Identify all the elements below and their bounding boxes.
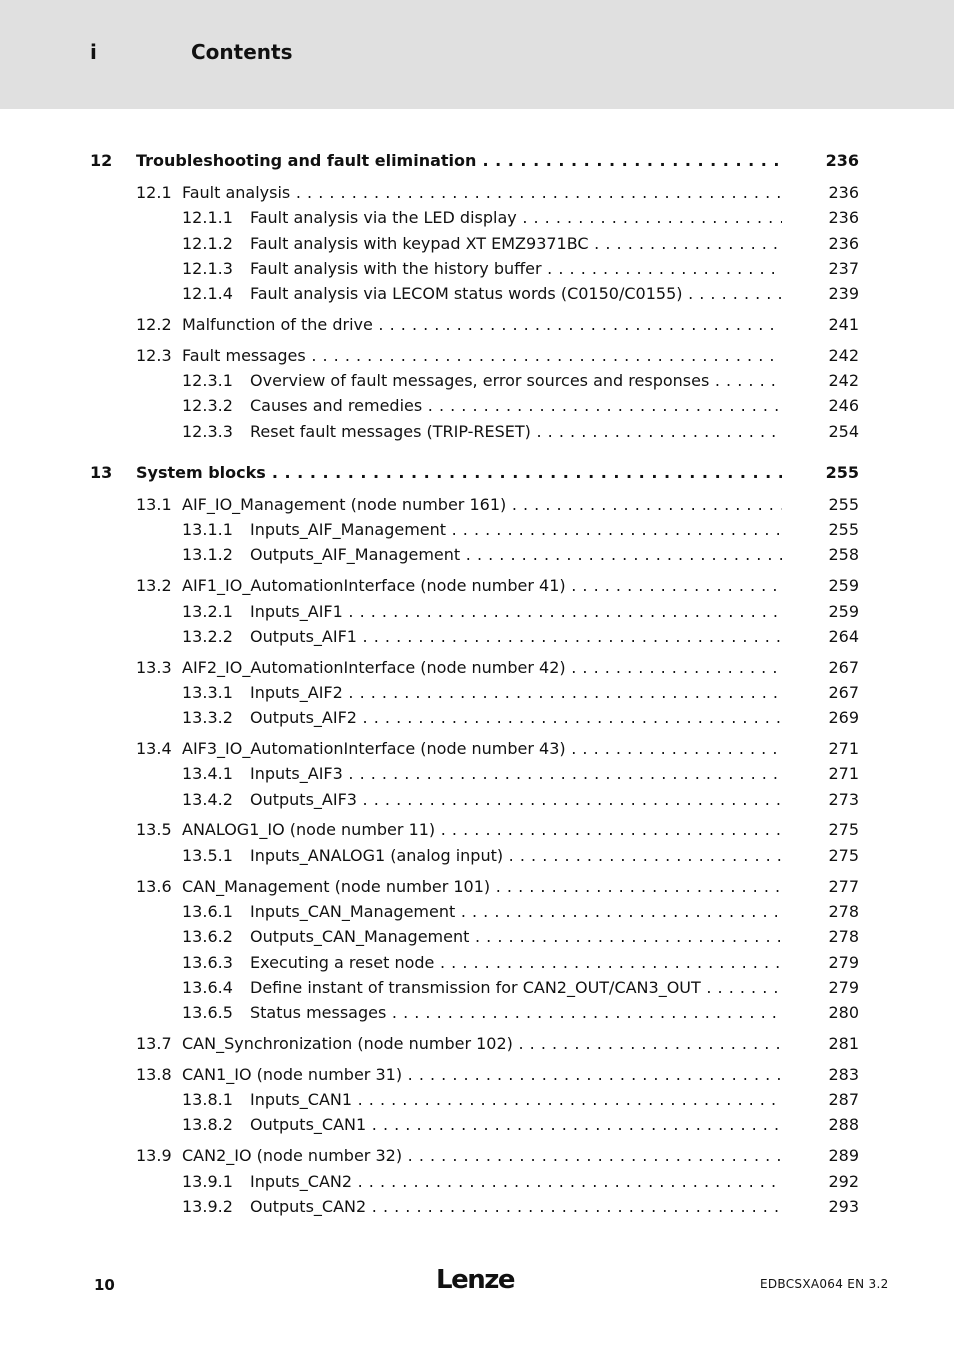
toc-entry-number: 13.6.3 bbox=[182, 953, 233, 972]
toc-entry-title[interactable]: Inputs_CAN1 . . . bbox=[250, 1088, 782, 1112]
toc-entry-number: 13.1.2 bbox=[182, 545, 233, 564]
toc-entry-title[interactable]: Outputs_AIF3 . . . bbox=[250, 788, 782, 812]
toc-entry[interactable] bbox=[0, 1063, 954, 1087]
toc-entry-page[interactable]: 271 bbox=[828, 764, 859, 783]
page-number: 10 bbox=[94, 1276, 115, 1294]
toc-entry[interactable] bbox=[0, 1170, 954, 1194]
toc-entry-page[interactable]: 255 bbox=[828, 495, 859, 514]
toc-entry-number: 13.4 bbox=[136, 739, 172, 758]
toc-entry[interactable] bbox=[0, 313, 954, 337]
toc-entry[interactable] bbox=[0, 1144, 954, 1168]
toc-entry-number: 13.1 bbox=[136, 495, 172, 514]
toc-entry-page[interactable]: 275 bbox=[828, 820, 859, 839]
toc-entry-page[interactable]: 254 bbox=[828, 422, 859, 441]
toc-entry-page[interactable]: 242 bbox=[828, 371, 859, 390]
toc-entry-title[interactable]: Define instant of transmission for CAN2_OUT/CAN3_OUT . . . bbox=[250, 976, 782, 1000]
toc-entry-title[interactable]: Fault analysis with keypad XT EMZ9371BC . . . bbox=[250, 232, 782, 256]
toc-entry[interactable] bbox=[0, 1001, 954, 1025]
toc-entry[interactable] bbox=[0, 844, 954, 868]
toc-entry[interactable] bbox=[0, 762, 954, 786]
toc-entry[interactable] bbox=[0, 257, 954, 281]
toc-entry-number: 13.2.1 bbox=[182, 602, 233, 621]
toc-entry-page[interactable]: 271 bbox=[828, 739, 859, 758]
toc-entry-page[interactable]: 278 bbox=[828, 927, 859, 946]
logo-text: Lenze bbox=[436, 1265, 514, 1295]
toc-entry-number: 13.3.2 bbox=[182, 708, 233, 727]
toc-entry-title[interactable]: Inputs_AIF1 . . . bbox=[250, 600, 782, 624]
toc-entry-page[interactable]: 236 bbox=[828, 234, 859, 253]
toc-entry-title[interactable]: AIF3_IO_AutomationInterface (node number 43) . . . bbox=[182, 737, 782, 761]
toc-entry-title[interactable]: Outputs_CAN_Management . . . bbox=[250, 925, 782, 949]
toc-entry[interactable] bbox=[0, 625, 954, 649]
toc-entry-number: 13.5 bbox=[136, 820, 172, 839]
toc-entry-title[interactable]: Outputs_CAN2 . . . bbox=[250, 1195, 782, 1219]
toc-entry-number: 13.8.2 bbox=[182, 1115, 233, 1134]
toc-entry-page[interactable]: 239 bbox=[828, 284, 859, 303]
toc-entry-title[interactable]: Inputs_CAN2 . . . bbox=[250, 1170, 782, 1194]
toc-entry-page[interactable]: 246 bbox=[828, 396, 859, 415]
toc-entry-title[interactable]: CAN1_IO (node number 31) . . . bbox=[182, 1063, 782, 1087]
toc-entry-title[interactable]: Inputs_CAN_Management . . . bbox=[250, 900, 782, 924]
toc-entry[interactable] bbox=[0, 1195, 954, 1219]
document-id: EDBCSXA064 EN 3.2 bbox=[760, 1277, 889, 1291]
toc-entry-page[interactable]: 236 bbox=[825, 151, 859, 170]
toc-entry[interactable] bbox=[0, 600, 954, 624]
toc-entry[interactable] bbox=[0, 1088, 954, 1112]
toc-entry-number: 12.1 bbox=[136, 183, 172, 202]
toc-entry-number: 13.6.1 bbox=[182, 902, 233, 921]
toc-entry-page[interactable]: 283 bbox=[828, 1065, 859, 1084]
toc-entry-number: 13 bbox=[90, 463, 113, 482]
toc-entry-page[interactable]: 267 bbox=[828, 683, 859, 702]
toc-entry[interactable] bbox=[0, 493, 954, 517]
lenze-logo bbox=[436, 1262, 516, 1296]
toc-entry-page[interactable]: 255 bbox=[825, 463, 859, 482]
toc-entry-number: 13.9.2 bbox=[182, 1197, 233, 1216]
toc-entry-page[interactable]: 279 bbox=[828, 953, 859, 972]
toc-entry[interactable] bbox=[0, 976, 954, 1000]
toc-entry[interactable] bbox=[0, 1032, 954, 1056]
toc-entry-number: 13.6.2 bbox=[182, 927, 233, 946]
toc-entry-number: 12.1.2 bbox=[182, 234, 233, 253]
toc-entry-title[interactable]: CAN_Management (node number 101) . . . bbox=[182, 875, 782, 899]
toc-entry-page[interactable]: 255 bbox=[828, 520, 859, 539]
toc-entry[interactable] bbox=[0, 818, 954, 842]
toc-entry[interactable] bbox=[0, 543, 954, 567]
toc-entry[interactable] bbox=[0, 656, 954, 680]
toc-entry-page[interactable]: 292 bbox=[828, 1172, 859, 1191]
toc-entry-title[interactable]: Outputs_AIF2 . . . bbox=[250, 706, 782, 730]
toc-entry-number: 13.9.1 bbox=[182, 1172, 233, 1191]
toc-entry-title[interactable]: Fault analysis with the history buffer . . . bbox=[250, 257, 782, 281]
toc-entry[interactable] bbox=[0, 344, 954, 368]
toc-entry-number: 13.7 bbox=[136, 1034, 172, 1053]
toc-entry[interactable] bbox=[0, 394, 954, 418]
toc-entry-title[interactable]: Causes and remedies . . . bbox=[250, 394, 782, 418]
toc-entry[interactable] bbox=[0, 788, 954, 812]
toc-entry-title[interactable]: Fault analysis via LECOM status words (C0150/C0155) . . . bbox=[250, 282, 782, 306]
toc-entry-number: 13.3.1 bbox=[182, 683, 233, 702]
toc-entry-title[interactable]: Executing a reset node . . . bbox=[250, 951, 782, 975]
toc-entry-number: 13.6.5 bbox=[182, 1003, 233, 1022]
toc-entry-number: 13.9 bbox=[136, 1146, 172, 1165]
toc-entry-title[interactable]: AIF_IO_Management (node number 161) . . . bbox=[182, 493, 782, 517]
toc-entry[interactable] bbox=[0, 737, 954, 761]
toc-entry-page[interactable]: 278 bbox=[828, 902, 859, 921]
toc-entry-number: 13.2 bbox=[136, 576, 172, 595]
toc-entry-title[interactable]: CAN_Synchronization (node number 102) . . . bbox=[182, 1032, 782, 1056]
toc-entry-number: 13.8 bbox=[136, 1065, 172, 1084]
page-header bbox=[0, 0, 954, 109]
toc-entry-title[interactable]: AIF1_IO_AutomationInterface (node number 41) . . . bbox=[182, 574, 782, 598]
toc-entry-number: 13.4.2 bbox=[182, 790, 233, 809]
toc-entry[interactable] bbox=[0, 681, 954, 705]
toc-entry-page[interactable]: 279 bbox=[828, 978, 859, 997]
toc-entry-page[interactable]: 275 bbox=[828, 846, 859, 865]
toc-entry-title[interactable]: Inputs_AIF_Management . . . bbox=[250, 518, 782, 542]
toc-entry-title[interactable]: Reset fault messages (TRIP-RESET) . . . bbox=[250, 420, 782, 444]
toc-entry-title[interactable]: Inputs_AIF3 . . . bbox=[250, 762, 782, 786]
toc-entry-number: 13.2.2 bbox=[182, 627, 233, 646]
toc-entry-title[interactable]: Fault analysis . . . bbox=[182, 181, 782, 205]
toc-entry-page[interactable]: 281 bbox=[828, 1034, 859, 1053]
toc-entry-number: 13.5.1 bbox=[182, 846, 233, 865]
toc-entry[interactable] bbox=[0, 951, 954, 975]
toc-entry-number: 12.3.1 bbox=[182, 371, 233, 390]
toc-entry-page[interactable]: 236 bbox=[828, 183, 859, 202]
toc-entry-number: 12.3 bbox=[136, 346, 172, 365]
toc-entry[interactable] bbox=[0, 369, 954, 393]
toc-entry[interactable] bbox=[0, 282, 954, 306]
toc-entry-title[interactable]: Overview of fault messages, error sources and responses . . . bbox=[250, 369, 782, 393]
toc-entry[interactable] bbox=[0, 420, 954, 444]
toc-entry[interactable] bbox=[0, 574, 954, 598]
toc-entry-number: 12.3.3 bbox=[182, 422, 233, 441]
toc-entry-page[interactable]: 293 bbox=[828, 1197, 859, 1216]
toc-entry-title[interactable]: ANALOG1_IO (node number 11) . . . bbox=[182, 818, 782, 842]
toc-entry[interactable] bbox=[0, 181, 954, 205]
toc-entry-number: 13.4.1 bbox=[182, 764, 233, 783]
toc-entry-page[interactable]: 288 bbox=[828, 1115, 859, 1134]
toc-entry-title[interactable]: AIF2_IO_AutomationInterface (node number 42) . . . bbox=[182, 656, 782, 680]
toc-entry[interactable] bbox=[0, 518, 954, 542]
toc-entry-title[interactable]: Inputs_AIF2 . . . bbox=[250, 681, 782, 705]
toc-entry[interactable] bbox=[0, 706, 954, 730]
toc-entry-number: 12 bbox=[90, 151, 113, 170]
toc-entry-number: 12.1.4 bbox=[182, 284, 233, 303]
toc-entry-page[interactable]: 258 bbox=[828, 545, 859, 564]
toc-entry-page[interactable]: 280 bbox=[828, 1003, 859, 1022]
toc-entry-title[interactable]: Outputs_AIF_Management . . . bbox=[250, 543, 782, 567]
toc-entry-page[interactable]: 264 bbox=[828, 627, 859, 646]
page-title: Contents bbox=[191, 40, 293, 64]
toc-entry-page[interactable]: 259 bbox=[828, 602, 859, 621]
toc-entry-page[interactable]: 277 bbox=[828, 877, 859, 896]
toc-entry-page[interactable]: 241 bbox=[828, 315, 859, 334]
toc-entry-number: 13.3 bbox=[136, 658, 172, 677]
toc-entry[interactable] bbox=[0, 900, 954, 924]
toc-entry-title[interactable]: Troubleshooting and fault elimination . . . bbox=[136, 149, 782, 173]
toc-entry[interactable] bbox=[0, 925, 954, 949]
toc-entry[interactable] bbox=[0, 206, 954, 230]
toc-entry-title[interactable]: System blocks . . . bbox=[136, 461, 782, 485]
toc-entry-number: 13.6 bbox=[136, 877, 172, 896]
toc-entry-title[interactable]: Status messages . . . bbox=[250, 1001, 782, 1025]
toc-entry-page[interactable]: 273 bbox=[828, 790, 859, 809]
toc-entry-page[interactable]: 237 bbox=[828, 259, 859, 278]
toc-entry-page[interactable]: 287 bbox=[828, 1090, 859, 1109]
toc-entry-number: 12.1.3 bbox=[182, 259, 233, 278]
toc-entry[interactable] bbox=[0, 461, 954, 485]
toc-entry-page[interactable]: 259 bbox=[828, 576, 859, 595]
toc-entry-title[interactable]: Malfunction of the drive . . . bbox=[182, 313, 782, 337]
toc-entry-title[interactable]: Fault messages . . . bbox=[182, 344, 782, 368]
toc-entry-number: 13.1.1 bbox=[182, 520, 233, 539]
section-marker: i bbox=[90, 40, 97, 64]
toc-entry-number: 12.3.2 bbox=[182, 396, 233, 415]
toc-entry-title[interactable]: Inputs_ANALOG1 (analog input) . . . bbox=[250, 844, 782, 868]
toc-entry[interactable] bbox=[0, 149, 954, 173]
toc-entry-page[interactable]: 289 bbox=[828, 1146, 859, 1165]
toc-entry[interactable] bbox=[0, 875, 954, 899]
toc-entry-title[interactable]: Outputs_CAN1 . . . bbox=[250, 1113, 782, 1137]
toc-entry-page[interactable]: 236 bbox=[828, 208, 859, 227]
toc-entry-page[interactable]: 242 bbox=[828, 346, 859, 365]
toc-entry-page[interactable]: 269 bbox=[828, 708, 859, 727]
toc-entry-title[interactable]: Fault analysis via the LED display . . . bbox=[250, 206, 782, 230]
toc-entry-title[interactable]: CAN2_IO (node number 32) . . . bbox=[182, 1144, 782, 1168]
toc-entry-number: 13.6.4 bbox=[182, 978, 233, 997]
toc-entry-page[interactable]: 267 bbox=[828, 658, 859, 677]
toc-entry-title[interactable]: Outputs_AIF1 . . . bbox=[250, 625, 782, 649]
toc-entry-number: 12.2 bbox=[136, 315, 172, 334]
toc-entry-number: 13.8.1 bbox=[182, 1090, 233, 1109]
toc-entry-number: 12.1.1 bbox=[182, 208, 233, 227]
toc-entry[interactable] bbox=[0, 232, 954, 256]
toc-entry[interactable] bbox=[0, 1113, 954, 1137]
